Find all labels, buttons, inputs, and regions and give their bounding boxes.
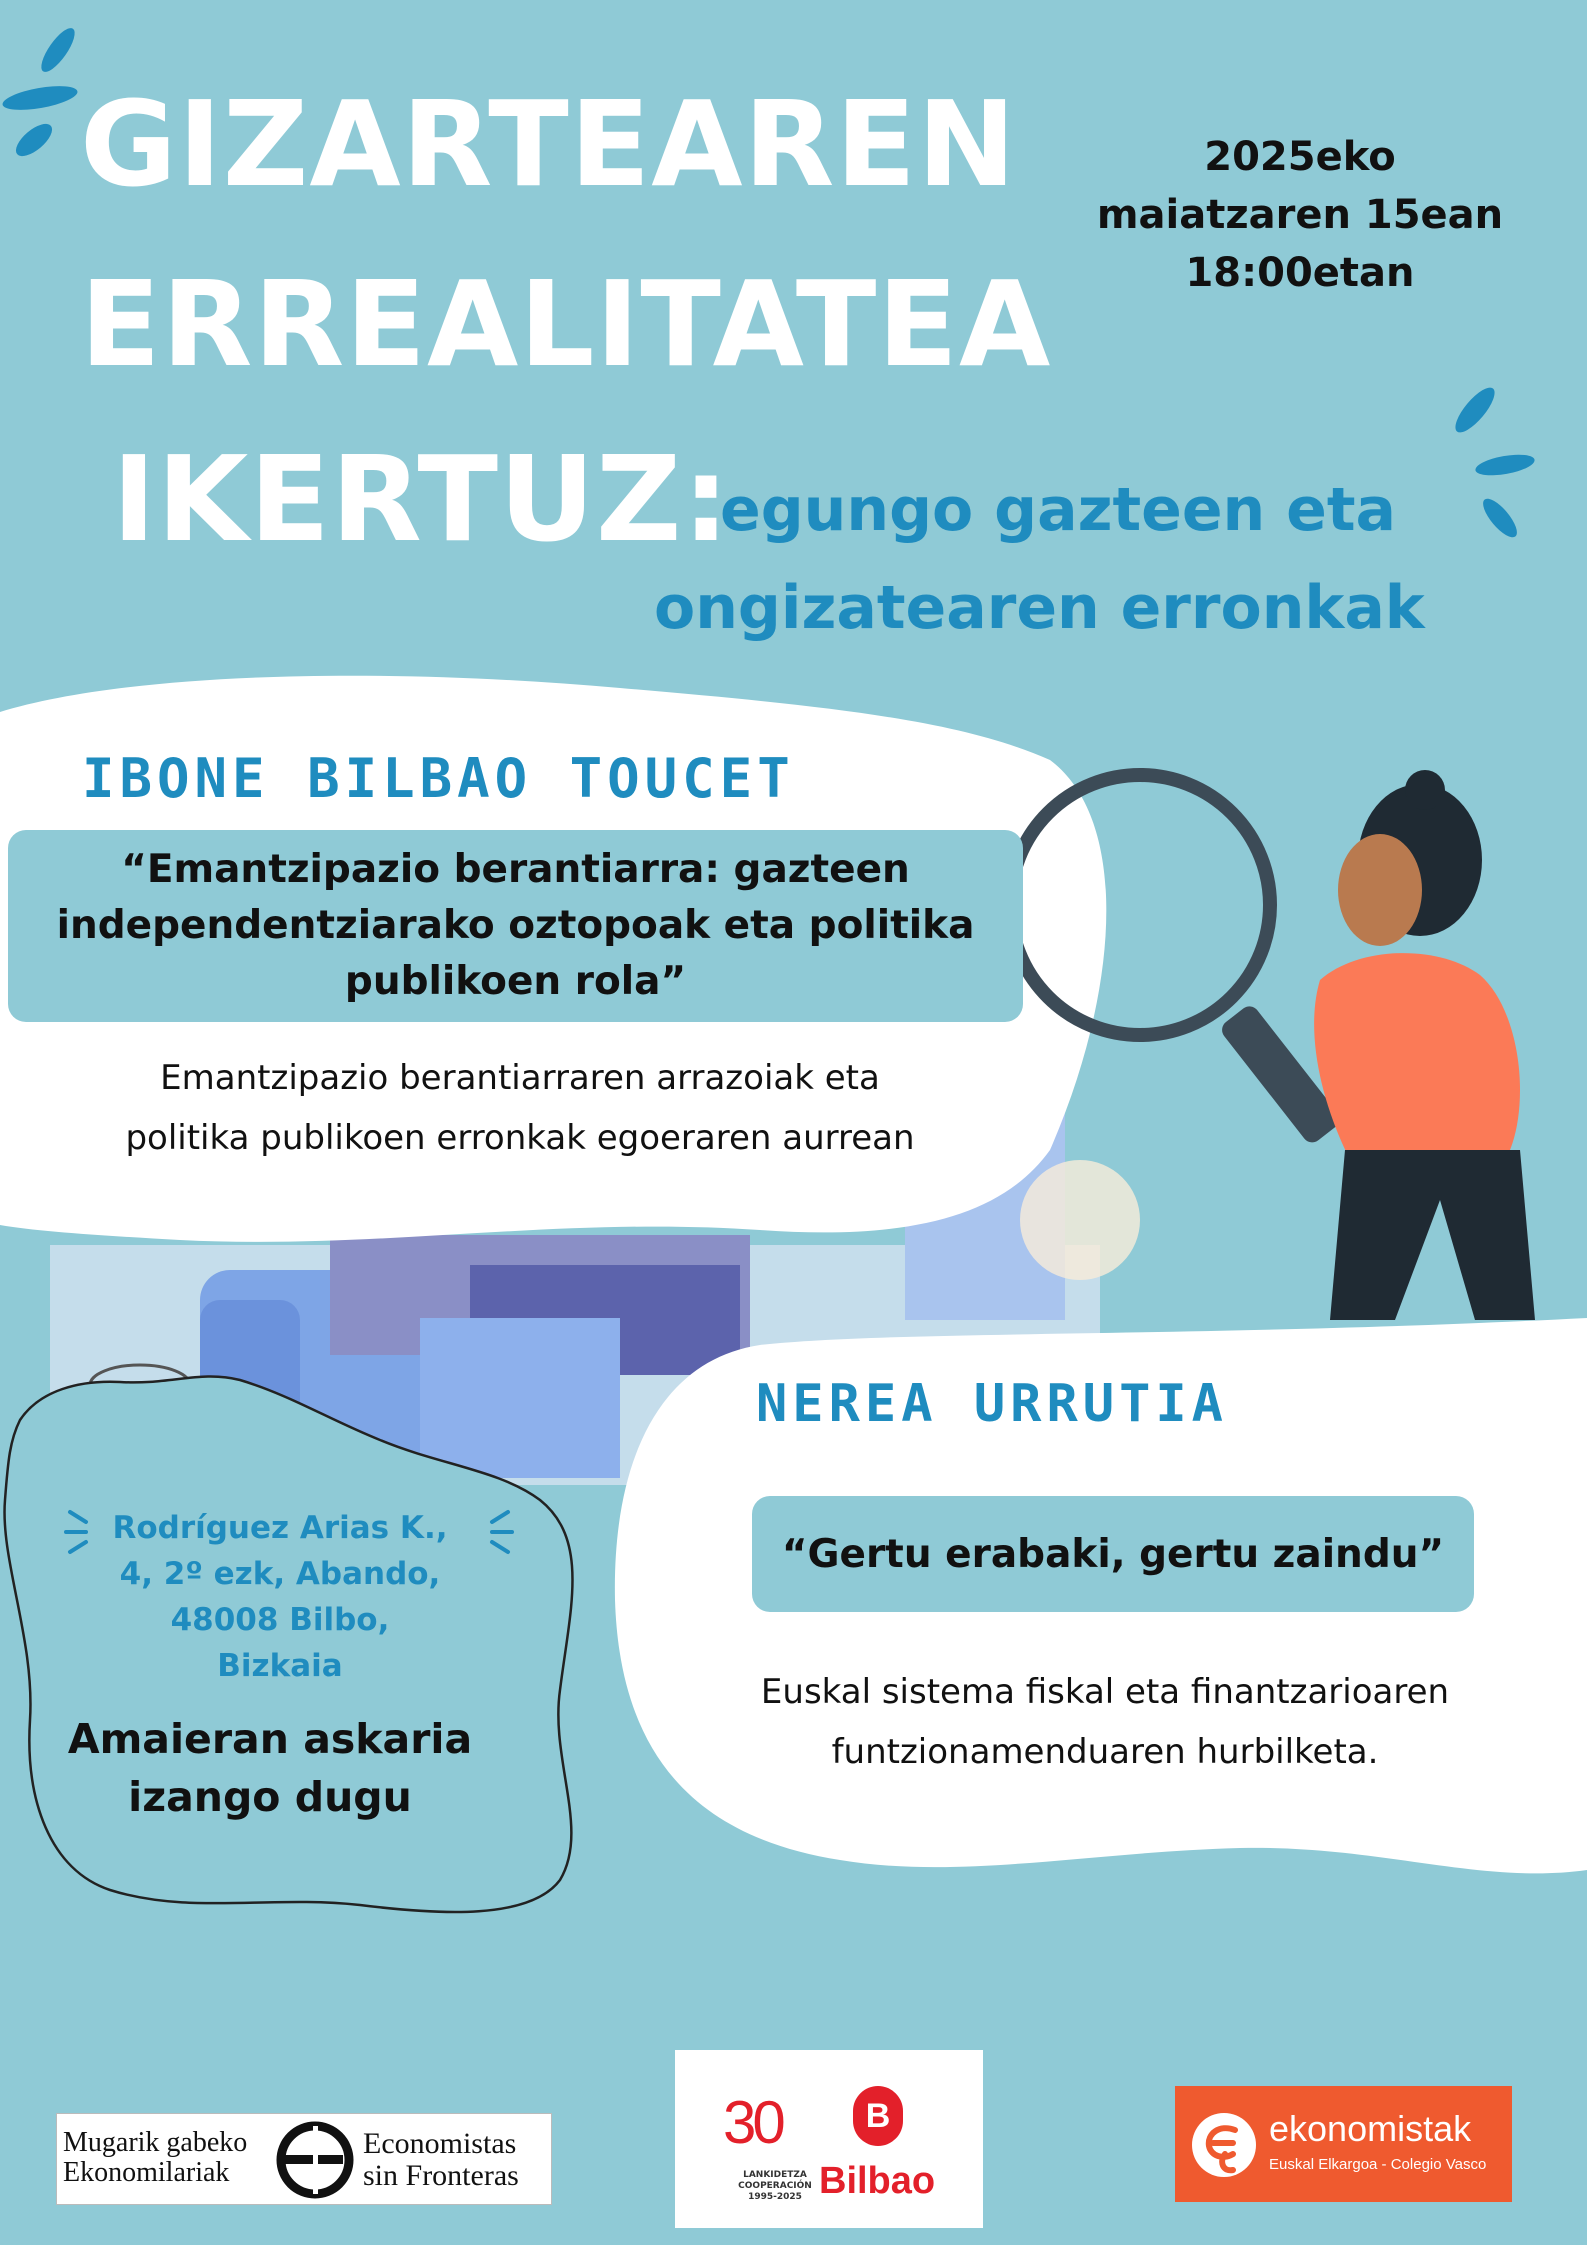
talk-1-line-1: “Emantzipazio berantiarra: gazteen	[121, 847, 910, 892]
speaker-2-name: NEREA URRUTIA	[756, 1374, 1228, 1434]
speaker-1-description	[40, 1048, 1000, 1168]
ekonomistak-name: ekonomistak	[1269, 2108, 1472, 2149]
speaker-2-description	[685, 1662, 1525, 1782]
event-address	[90, 1505, 470, 1689]
address-line-3: 48008 Bilbo,	[170, 1602, 390, 1638]
desc-2-line-2: funtzionamenduaren hurbilketa.	[831, 1732, 1379, 1772]
economistas-sin-fronteras-logo	[56, 2113, 552, 2205]
sparkle-strokes-right	[1449, 382, 1536, 542]
desc-1-line-1: Emantzipazio berantiarraren arrazoiak eta	[160, 1058, 880, 1098]
event-date	[1090, 128, 1510, 302]
title-line-1: GIZARTEAREN	[80, 75, 1017, 213]
speaker-2-talk-title: “Gertu erabaki, gertu zaindu”	[752, 1496, 1474, 1612]
talk-1-line-3: publikoen rola”	[344, 959, 687, 1004]
bilbao-wordmark: Bilbao	[819, 2160, 936, 2202]
esf-right-text: Economistas sin Fronteras	[363, 2127, 519, 2192]
date-line-3: 18:00etan	[1185, 250, 1415, 296]
title-line-3: IKERTUZ:	[112, 430, 731, 568]
snack-line-2: izango dugu	[128, 1773, 412, 1821]
subtitle-line-1: egungo gazteen eta	[720, 475, 1397, 545]
ekonomistak-mark-icon	[1189, 2110, 1259, 2180]
lankidetza-30-mark: 30	[723, 2089, 782, 2156]
date-line-2: maiatzaren 15ean	[1096, 192, 1504, 238]
address-line-4: Bizkaia	[217, 1648, 343, 1684]
speaker-1-talk-title	[8, 830, 1023, 1022]
speaker-1-name: IBONE BILBAO TOUCET	[82, 747, 795, 810]
esf-e-mark-icon	[275, 2120, 355, 2200]
esf-left-text: Mugarik gabeko Ekonomilariak	[63, 2127, 248, 2188]
desc-2-line-1: Euskal sistema fiskal eta finantzarioaren	[760, 1672, 1450, 1712]
date-line-1: 2025eko	[1204, 134, 1396, 180]
ekonomistak-tagline: Euskal Elkargoa - Colegio Vasco	[1269, 2156, 1487, 2173]
address-line-1: Rodríguez Arias K.,	[112, 1510, 448, 1546]
bilbao-lankidetza-logo	[675, 2050, 983, 2228]
title-line-2: ERREALITATEA	[80, 255, 1052, 393]
talk-1-line-2: independentziarako oztopoak eta politika	[56, 903, 975, 948]
snack-line-1: Amaieran askaria	[67, 1715, 473, 1763]
subtitle-line-2: ongizatearen erronkak	[654, 573, 1425, 643]
lankidetza-text: LANKIDETZA COOPERACIÓN 1995-2025	[738, 2170, 812, 2202]
ekonomistak-logo	[1175, 2086, 1512, 2202]
snack-note	[40, 1710, 500, 1826]
sparkle-strokes-topleft	[1, 24, 80, 162]
bilbao-b-icon: B	[853, 2086, 903, 2146]
desc-1-line-2: politika publikoen erronkak egoeraren aurrean	[125, 1118, 915, 1158]
address-line-2: 4, 2º ezk, Abando,	[119, 1556, 441, 1592]
